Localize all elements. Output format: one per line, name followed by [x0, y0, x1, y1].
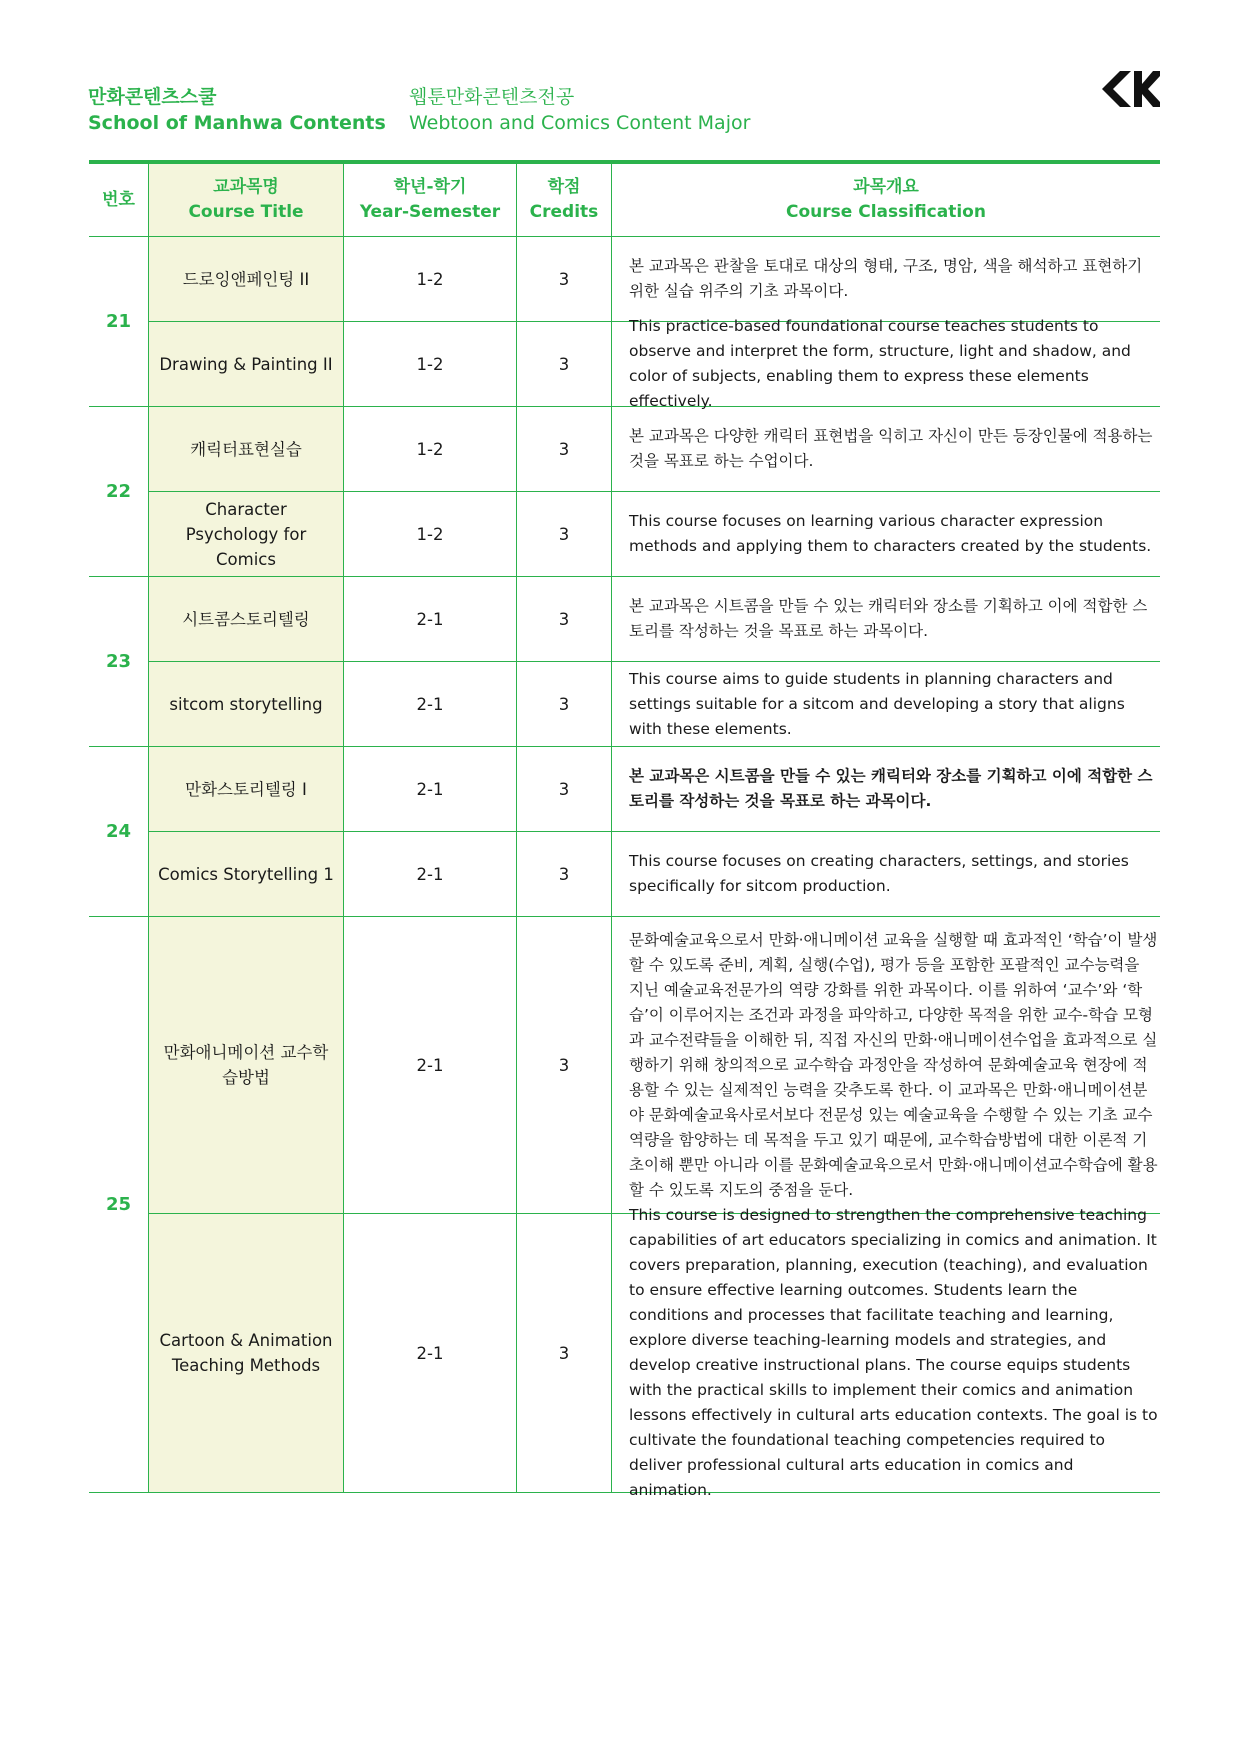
year-semester: 1-2	[344, 322, 517, 406]
table-row	[148, 491, 1160, 576]
col-desc-en: Course Classification	[786, 202, 986, 222]
col-no-label: 번호	[102, 189, 135, 210]
table-row	[148, 237, 1160, 321]
course-description: This practice-based foundational course teaches students to observe and interpret the form, structure, light and shadow, and color of subjects, enabling them to express these elements effectively.	[629, 317, 1131, 410]
course-number: 24	[105, 821, 132, 842]
course-description: This course focuses on learning various character expression methods and applying them to characters created by the students.	[629, 512, 1152, 555]
col-title-en: Course Title	[188, 202, 304, 222]
credits: 3	[517, 1214, 612, 1492]
course-group	[89, 237, 1160, 410]
course-description: 본 교과목은 시트콤을 만들 수 있는 캐릭터와 장소를 기획하고 이에 적합한 스토리를 작성하는 것을 목표로 하는 과목이다.	[629, 597, 1148, 640]
course-title: 드로잉앤페인팅 II	[148, 237, 344, 321]
course-description: 문화예술교육으로서 만화·애니메이션 교육을 실행할 때 효과적인 ‘학습’이 발생할 수 있도록 준비, 계획, 실행(수업), 평가 등을 포함한 포괄적인 교수능력을 지닌 예술교육전문가의 역량 강화를 위한 과목이다. 이를 위하여 ‘교수’와 ‘학습’이 이루어지는 조건과 과정을 파악하고, 다양한 목적을 위한 교수-학습 모형과 교수전략들을 이해한 뒤, 직접 자신의 만화·애니메이션수업을 효과적으로 실행하기 위해 창의적으로 교수학습 과정안을 작성하여 문화예술교육 현장에 적용할 수 있는 실제적인 능력을 갖추도록 한다. 이 교과목은 만화·애니메이션분야 문화예술교육사로서보다 전문성 있는 예술교육을 수행할 수 있는 기초 교수역량을 함양하는 데 목적을 두고 있기 때문에, 교수학습방법에 대한 이론적 기초이해 뿐만 아니라 이를 문화예술교육으로서 만화·애니메이션교수학습에 활용할 수 있도록 지도의 중점을 둔다.	[629, 930, 1158, 1199]
credits: 3	[517, 662, 612, 746]
table-header	[89, 164, 1160, 237]
credits: 3	[517, 577, 612, 661]
year-semester: 2-1	[344, 577, 517, 661]
col-desc	[612, 164, 1160, 236]
course-title: sitcom storytelling	[148, 662, 344, 746]
col-credits-en: Credits	[529, 202, 599, 222]
header-school	[88, 84, 386, 136]
credits: 3	[517, 747, 612, 831]
year-semester: 2-1	[344, 747, 517, 831]
year-semester: 2-1	[344, 1214, 517, 1492]
year-semester: 2-1	[344, 917, 517, 1213]
table-row	[148, 917, 1160, 1213]
col-title-ko: 교과목명	[213, 177, 279, 197]
course-number: 21	[105, 311, 132, 332]
credits: 3	[517, 492, 612, 576]
course-number: 23	[105, 651, 132, 672]
col-credits-ko: 학점	[547, 177, 581, 197]
credits: 3	[517, 832, 612, 916]
course-table	[89, 160, 1160, 1499]
year-semester: 1-2	[344, 237, 517, 321]
col-desc-ko: 과목개요	[853, 177, 919, 197]
credits: 3	[517, 407, 612, 491]
col-no	[89, 164, 148, 236]
course-title: 만화애니메이션 교수학습방법	[148, 917, 344, 1213]
school-name-en: School of Manhwa Contents	[88, 112, 386, 134]
course-title: 만화스토리텔링 I	[148, 747, 344, 831]
course-title: 시트콤스토리텔링	[148, 577, 344, 661]
ck-logo-icon	[1098, 68, 1160, 110]
table-row	[148, 661, 1160, 746]
credits: 3	[517, 917, 612, 1213]
course-description: This course aims to guide students in planning characters and settings suitable for a sitcom and developing a story that aligns with these elements.	[629, 669, 1125, 738]
col-title	[148, 164, 344, 236]
course-group	[89, 917, 1160, 1499]
year-semester: 1-2	[344, 407, 517, 491]
course-title: Character Psychology for Comics	[148, 492, 344, 576]
year-semester: 2-1	[344, 832, 517, 916]
school-name-ko: 만화콘텐츠스쿨	[88, 86, 217, 108]
course-number: 25	[105, 1194, 132, 1215]
major-name-ko: 웹툰만화콘텐츠전공	[409, 86, 575, 108]
col-year	[344, 164, 517, 236]
credits: 3	[517, 237, 612, 321]
course-description: This course focuses on creating characters, settings, and stories specifically for sitcom production.	[629, 852, 1129, 895]
course-title: Drawing & Painting II	[148, 322, 344, 406]
credits: 3	[517, 322, 612, 406]
course-description: This course is designed to strengthen the comprehensive teaching capabilities of art educators specializing in comics and animation. It covers preparation, planning, execution (teaching), and evaluation to ensure effective learning outcomes. Students learn the conditions and processes that facilitate teaching and learning, explore diverse teaching-learning models and strategies, and develop creative instructional plans. The course equips students with the practical skills to implement their comics and animation lessons effectively in cultural arts education contexts. The goal is to cultivate the foundational teaching competencies required to deliver professional cultural arts education in comics and animation.	[629, 1206, 1158, 1499]
table-row	[148, 577, 1160, 661]
course-description: 본 교과목은 다양한 캐릭터 표현법을 익히고 자신이 만든 등장인물에 적용하는 것을 목표로 하는 수업이다.	[629, 427, 1153, 470]
course-description: 본 교과목은 관찰을 토대로 대상의 형태, 구조, 명암, 색을 해석하고 표현하기 위한 실습 위주의 기초 과목이다.	[629, 257, 1143, 300]
table-row	[148, 831, 1160, 916]
table-row	[148, 407, 1160, 491]
table-row	[148, 317, 1160, 410]
course-title: 캐릭터표현실습	[148, 407, 344, 491]
table-row	[148, 747, 1160, 831]
col-year-en: Year-Semester	[359, 202, 501, 222]
header-major	[409, 84, 750, 136]
course-title: Comics Storytelling 1	[148, 832, 344, 916]
col-year-ko: 학년-학기	[393, 177, 467, 197]
col-credits	[517, 164, 612, 236]
course-number: 22	[105, 481, 132, 502]
table-row	[148, 1206, 1160, 1499]
year-semester: 2-1	[344, 662, 517, 746]
course-group	[89, 577, 1160, 747]
course-description: 본 교과목은 시트콤을 만들 수 있는 캐릭터와 장소를 기획하고 이에 적합한 스토리를 작성하는 것을 목표로 하는 과목이다.	[629, 767, 1153, 810]
year-semester: 1-2	[344, 492, 517, 576]
course-group	[89, 747, 1160, 917]
major-name-en: Webtoon and Comics Content Major	[409, 112, 751, 134]
course-title: Cartoon & Animation Teaching Methods	[148, 1214, 344, 1492]
course-group	[89, 407, 1160, 577]
